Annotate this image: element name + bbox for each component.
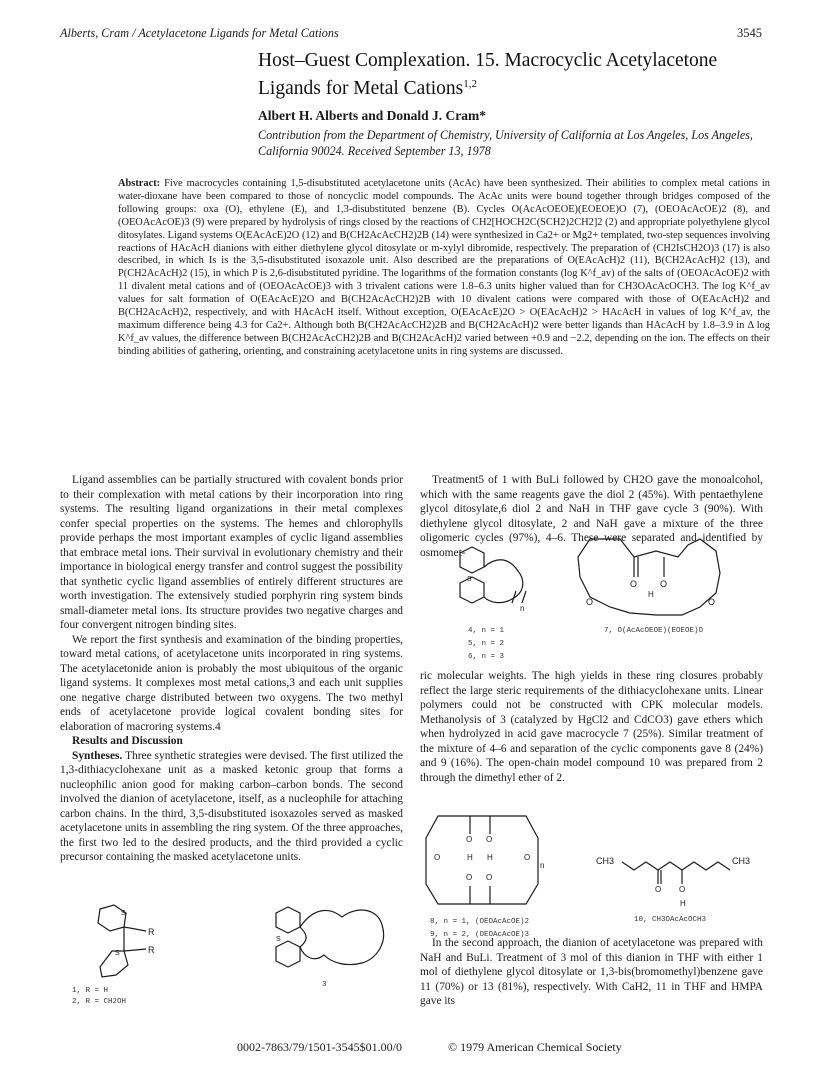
page-number: 3545 [737, 26, 762, 40]
dithiane-ring-bottom [100, 951, 128, 977]
caption-6: 6, n = 3 [468, 653, 505, 661]
structure-1-2-drawing [72, 903, 192, 1013]
label-n-4: n [520, 604, 525, 613]
footer-code: 0002-7863/79/1501-3545$01.00/0 [237, 1040, 402, 1054]
label-o-8e: O [434, 853, 441, 862]
caption-7: 7, O(AcAcOEOE)(EOEOE)O [604, 627, 704, 635]
label-o-8a: O [466, 835, 473, 844]
authors: Albert H. Alberts and Donald J. Cram* [258, 108, 487, 123]
label-h-8b: H [487, 853, 493, 862]
label-h-7: H [648, 590, 654, 599]
label-ch3-left: CH3 [596, 856, 615, 866]
right-paragraph-3: In the second approach, the dianion of acetylacetone was prepared with NaH and BuLi. Treatment of 3 mol of this dianion in THF with either 1 mol of diethylene glycol ditosylate or 1,3-bis(bromomethyl)benzene gave 11 (70%) or 13 (81%), respectively. With CaH2, 11 in THF and HMPA gave its [420, 937, 763, 1007]
structure-7-drawing [560, 533, 740, 625]
label-o-8d: O [486, 873, 493, 882]
syntheses-lead: Syntheses. [72, 749, 123, 762]
caption-9: 9, n = 2, (OEOAcAcOE)3 [430, 931, 530, 939]
label-o-7c: O [586, 597, 594, 607]
title-footnote-mark: 1,2 [463, 77, 478, 90]
label-n-8: n [540, 861, 545, 870]
structure-7 [560, 533, 740, 635]
label-o-8f: O [524, 853, 531, 862]
abstract-text: Five macrocycles containing 1,5-disubstituted acetylacetone units (AcAc) have been synthesized. Their abilities to complex metal cations in water-dioxane have been compared to those of noncyclic model compounds. The AcAc units were bound together through bridges composed of the following groups: oxa (O), ethylene (E), and 1,3-disubstituted benzene (B). Cycles O(AcAcOEOE)(EOEOE)O (7), (OEOAcAcOE)2 (8), and (OEOAcAcOE)3 (9) were prepared by hydrolysis of rings closed by the reactions of CH2[HOCH2C(SCH2)2CH2]2 (2) and appropriate polyethylene glycol ditosylates. Ligand systems O(EAcAcE)2O (12) and B(CH2AcAcCH2)2B (14) were synthesized in Ca2+ or Mg2+ templated, two-step sequences involving reactions of HAcAcH dianions with either diethylene glycol ditosylate or m-xylyl dibromide, respectively. The preparation of (CH2IsCH2O)3 (17) is also described, in which Is is the 3,5-disubstituted isoxazole unit. Also described are the preparations of O(EAcAcH)2 (11), B(CH2AcAcH)2 (13), and P(CH2AcAcH)2 (15), in which P is 2,6-disubstituted pyridine. The logarithms of the formation constants (log K^f_av) of the salts of (OEOAcAcOE)2 with 11 divalent metal cations and of (OEOAcAcOE)3 with 3 trivalent cations were 1.8–6.3 units higher valued than for CH3OAcAcOCH3. The log K^f_av values for salt formation of O(EAcAcE)2O and B(CH2AcAcCH2)2B with 10 divalent cations were compared with those of O(EAcAcH)2 and B(CH2AcAcH)2, respectively, and with HAcAcH itself. Without exception, O(EAcAcE)2O > O(EAcAcH)2 > HAcAcH in values of log K^f_av, the maximum difference being 4.3 for Ca2+. Although both B(CH2AcAcCH2)2B and B(CH2AcAcH)2 were better ligands than HAcAcH by 1.8–3.9 in Δ log K^f_av values, the difference between B(CH2AcAcCH2)2B and B(CH2AcAcH)2 varied between +0.9 and −2.2, depending on the ion. The effects on their binding abilities of gathering, orienting, and constraining acetylacetone units in ring systems are discussed. [118, 178, 770, 357]
article-title [258, 49, 778, 100]
dithiane-ring-lower [276, 941, 300, 967]
label-r-bottom: R [148, 945, 155, 955]
footer-copyright: © 1979 American Chemical Society [448, 1040, 622, 1054]
right-column-middle [420, 669, 763, 785]
crown-ether-ring [300, 910, 384, 965]
label-s-4: S [467, 576, 472, 583]
label-o-7b: O [660, 579, 668, 589]
intro-paragraph-2: We report the first synthesis and examination of the binding properties, toward metal cations, of acetylacetone units incorporated in ring systems. The acetylacetonide anion is probably the most ubiquitous of the organic ligand systems. It complexes most metal cations,3 and each unit supplies one negative charge distributed between two oxygens. The two methyl ends of acetylacetone provide logical covalent bonding sites for elaboration of macroring systems.4 [60, 633, 403, 733]
dithiane-ring-upper [276, 907, 300, 933]
bond-r-top [124, 927, 146, 931]
label-r-top: R [148, 927, 155, 937]
dithiane-b [460, 577, 484, 603]
abstract [118, 178, 770, 359]
label-h-8a: H [467, 853, 473, 862]
macrocycle-8-ring [426, 816, 538, 904]
caption-4: 4, n = 1 [468, 627, 505, 635]
label-h-10: H [680, 899, 686, 908]
structure-8-9-drawing [420, 808, 550, 914]
chain-10 [622, 862, 730, 870]
label-o-7a: O [630, 579, 638, 589]
structure-3-drawing [266, 903, 406, 993]
right-column-bottom [420, 936, 763, 1009]
running-head: Alberts, Cram / Acetylacetone Ligands for Metal Cations [60, 26, 339, 40]
label-o-8b: O [486, 835, 493, 844]
abstract-label: Abstract: [118, 178, 161, 189]
caption-5: 5, n = 2 [468, 640, 505, 648]
affiliation: Contribution from the Department of Chemistry, University of California at Los Angeles, Los Angeles, California 90024. Received September 13, 1978 [258, 128, 753, 158]
macro-chain [484, 560, 523, 603]
structure-3 [266, 903, 406, 998]
syntheses-text: Three synthetic strategies were devised. The first utilized the 1,3-dithiacyclohexane unit as a masked ketonic group that forms a nucleophilic anion good for making carbon–carbon bonds. The second involved the dianion of acetylacetone, itself, as a nucleophile for attaching carbon chains. In the third, 3,5-disubstituted isoxazoles served as masked acetylacetone units in assembling the ring system. Of the three approaches, the first two led to the desired products, and the third provided a cyclic precursor containing the masked acetylacetone units. [60, 749, 403, 863]
right-paragraph-1: Treatment5 of 1 with BuLi followed by CH2O gave the monoalcohol, which with the same reagents gave the diol 2 (45%). With pentaethylene glycol ditosylate,6 diol 2 and NaH in THF gave cycle 3 (90%). With diethylene glycol ditosylate, 2 and NaH gave a mixture of the three oligomeric cycles (97%), 4–6. These were separated and identified by osmomet- [420, 474, 763, 559]
left-column [60, 473, 403, 865]
label-ch3-right: CH3 [732, 856, 751, 866]
label-o-10a: O [655, 885, 662, 894]
structure-4-6-drawing [446, 541, 556, 621]
label-o-10b: O [679, 885, 686, 894]
bond-r-bottom [124, 949, 146, 951]
structure-4-6 [446, 541, 556, 661]
dithiane-a [460, 547, 484, 573]
caption-1: 1, R = H [72, 987, 109, 995]
syntheses-paragraph [60, 749, 403, 865]
intro-paragraph-1: Ligand assemblies can be partially structured with covalent bonds prior to their complexation with metal cations by their incorporation into ring systems. The resulting ligand organizations in their metal complexes confer special properties on the systems. The hemes and chlorophylls provide perhaps the most important examples of cyclic ligand assemblies that embrace metal ions. Their survival in evolutionary chemistry and their importance in biological energy transfer and control suggest the possibility that synthetic cyclic ligand assemblies of entirely different structures are worth investigation. The extensively studied porphyrin ring system binds small-diameter metal ions. Its structure provides two negative charges and four convergent nitrogen binding sites. [60, 474, 403, 631]
label-s-top: S [121, 910, 126, 917]
caption-2: 2, R = CH2OH [72, 998, 127, 1006]
structure-1-2 [72, 903, 192, 1018]
article-title-text: Host–Guest Complexation. 15. Macrocyclic Acetylacetone Ligands for Metal Cations [258, 50, 718, 99]
dithiane-ring-top [98, 905, 126, 931]
label-o-7d: O [708, 597, 716, 607]
spiro-bond [300, 927, 306, 947]
structure-10-drawing [596, 850, 766, 920]
structure-8-9 [420, 808, 550, 939]
caption-3: 3 [322, 981, 327, 989]
caption-8: 8, n = 1, (OEOAcAcOE)2 [430, 918, 530, 926]
label-o-8c: O [466, 873, 473, 882]
structure-10 [596, 850, 766, 925]
label-s-bottom: S [115, 950, 120, 957]
macrocycle-7-ring [578, 539, 720, 615]
section-heading: Results and Discussion [72, 735, 183, 747]
right-paragraph-2: ric molecular weights. The high yields in these ring closures probably reflect the large steric requirements of the dithiacyclohexane units. Linear polymers could not be constructed with CPK molecular models. Methanolysis of 3 (catalyzed by HgCl2 and CdCO3) gave ethers which when hydrolyzed in acid gave macrocycle 7 (25%). Similar treatment of the mixture of 4–6 and separation of the cyclic components gave 8 (24%) and 9 (16%). The open-chain model compound 10 was prepared from 2 through the dimethyl ether of 2. [420, 670, 763, 784]
label-s-3: S [276, 936, 281, 943]
caption-10: 10, CH3OAcAcOCH3 [634, 916, 707, 924]
